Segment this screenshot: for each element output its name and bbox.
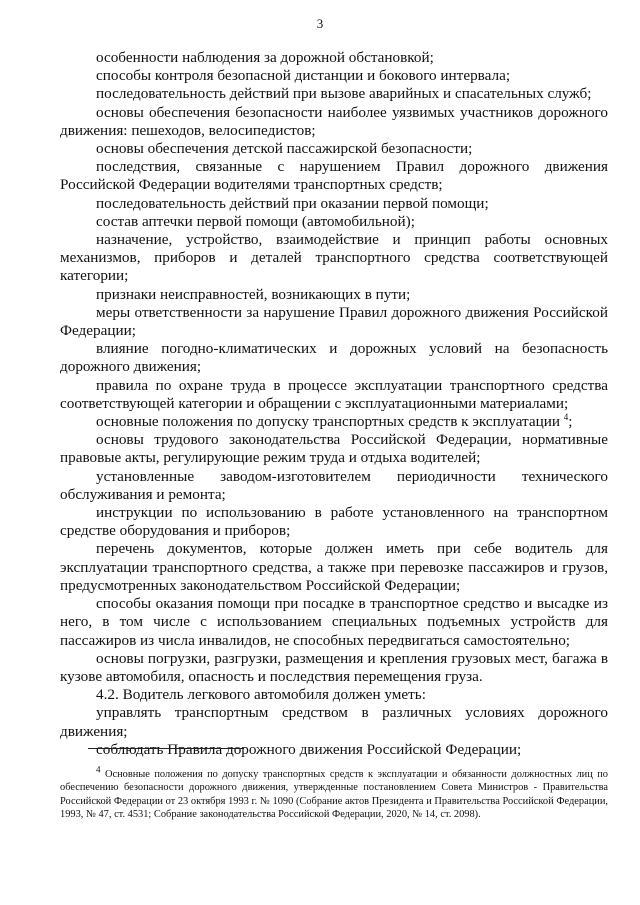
list-item: влияние погодно-климатических и дорожных условий на безопасность дорожного движения; <box>60 340 608 376</box>
page-number: 3 <box>316 16 324 31</box>
section-heading: 4.2. Водитель легкового автомобиля должен уметь: <box>96 686 426 704</box>
footnote-divider <box>88 748 244 749</box>
list-item: перечень документов, которые должен иметь при себе водитель для эксплуатации транспортного средства, а также при перевозке пассажиров и грузов, предусмотренных законодательством Российской Федерации; <box>60 540 608 594</box>
list-item: признаки неисправностей, возникающих в пути; <box>96 285 411 303</box>
list-item: способы оказания помощи при посадке в транспортное средство и высадке из него, в том числе с использованием специальных подъемных устройств для пассажиров из числа инвалидов, не способных передвигаться самостоятельно; <box>60 595 608 649</box>
list-item: основы обеспечения детской пассажирской безопасности; <box>96 140 473 158</box>
footnote-text: Основные положения по допуску транспортных средств к эксплуатации и обязанности должностных лиц по обеспечению безопасности дорожного движения, утвержденные постановлением Совета Министров - Правительства Российской Федерации от 23 октября 1993 г. № 1090 (Собрание актов Президента и Правительства Российской Федерации, 1993, № 47, ст. 4531; Собрание законодательства Российской Федерации, 2020, № 14, ст. 2098). <box>60 769 608 821</box>
list-item: управлять транспортным средством в различных условиях дорожного движения; <box>60 704 608 740</box>
list-item: основы погрузки, разгрузки, размещения и крепления грузовых мест, багажа в кузове автомобиля, опасность и последствия перемещения груза. <box>60 649 608 685</box>
list-item-with-footnote: основные положения по допуску транспортных средств к эксплуатации $^4$; <box>96 412 573 431</box>
footnote <box>60 764 608 822</box>
list-item: основы трудового законодательства Российской Федерации, нормативные правовые акты, регулирующие режим труда и отдыха водителей; <box>60 431 608 467</box>
footnote-reference[interactable]: 4 <box>563 412 569 422</box>
footnote-number: 4 <box>96 764 101 775</box>
list-item: соблюдать Правила дорожного движения Российской Федерации; <box>96 740 522 758</box>
list-item: установленные заводом-изготовителем периодичности технического обслуживания и ремонта; <box>60 467 608 503</box>
list-item: назначение, устройство, взаимодействие и принцип работы основных механизмов, приборов и деталей транспортного средства соответствующей категории; <box>60 231 608 285</box>
list-item: инструкции по использованию в работе установленного на транспортном средстве оборудования и приборов; <box>60 504 608 540</box>
list-item: последовательность действий при вызове аварийных и спасательных служб; <box>96 85 592 103</box>
list-item: состав аптечки первой помощи (автомобильной); <box>96 212 415 230</box>
list-item: правила по охране труда в процессе эксплуатации транспортного средства соответствующей категории и обращении с эксплуатационными материалами; <box>60 376 608 412</box>
body-text <box>60 49 608 759</box>
list-item: основы обеспечения безопасности наиболее уязвимых участников дорожного движения: пешеходов, велосипедистов; <box>60 103 608 139</box>
list-item: способы контроля безопасной дистанции и бокового интервала; <box>96 67 511 85</box>
list-item-text: основные положения по допуску транспортных средств к эксплуатации <box>96 413 560 431</box>
list-item: последовательность действий при оказании первой помощи; <box>96 194 489 212</box>
list-item: последствия, связанные с нарушением Правил дорожного движения Российской Федерации водителями транспортных средств; <box>60 158 608 194</box>
list-item: меры ответственности за нарушение Правил дорожного движения Российской Федерации; <box>60 303 608 340</box>
list-item: особенности наблюдения за дорожной обстановкой; <box>96 49 434 66</box>
